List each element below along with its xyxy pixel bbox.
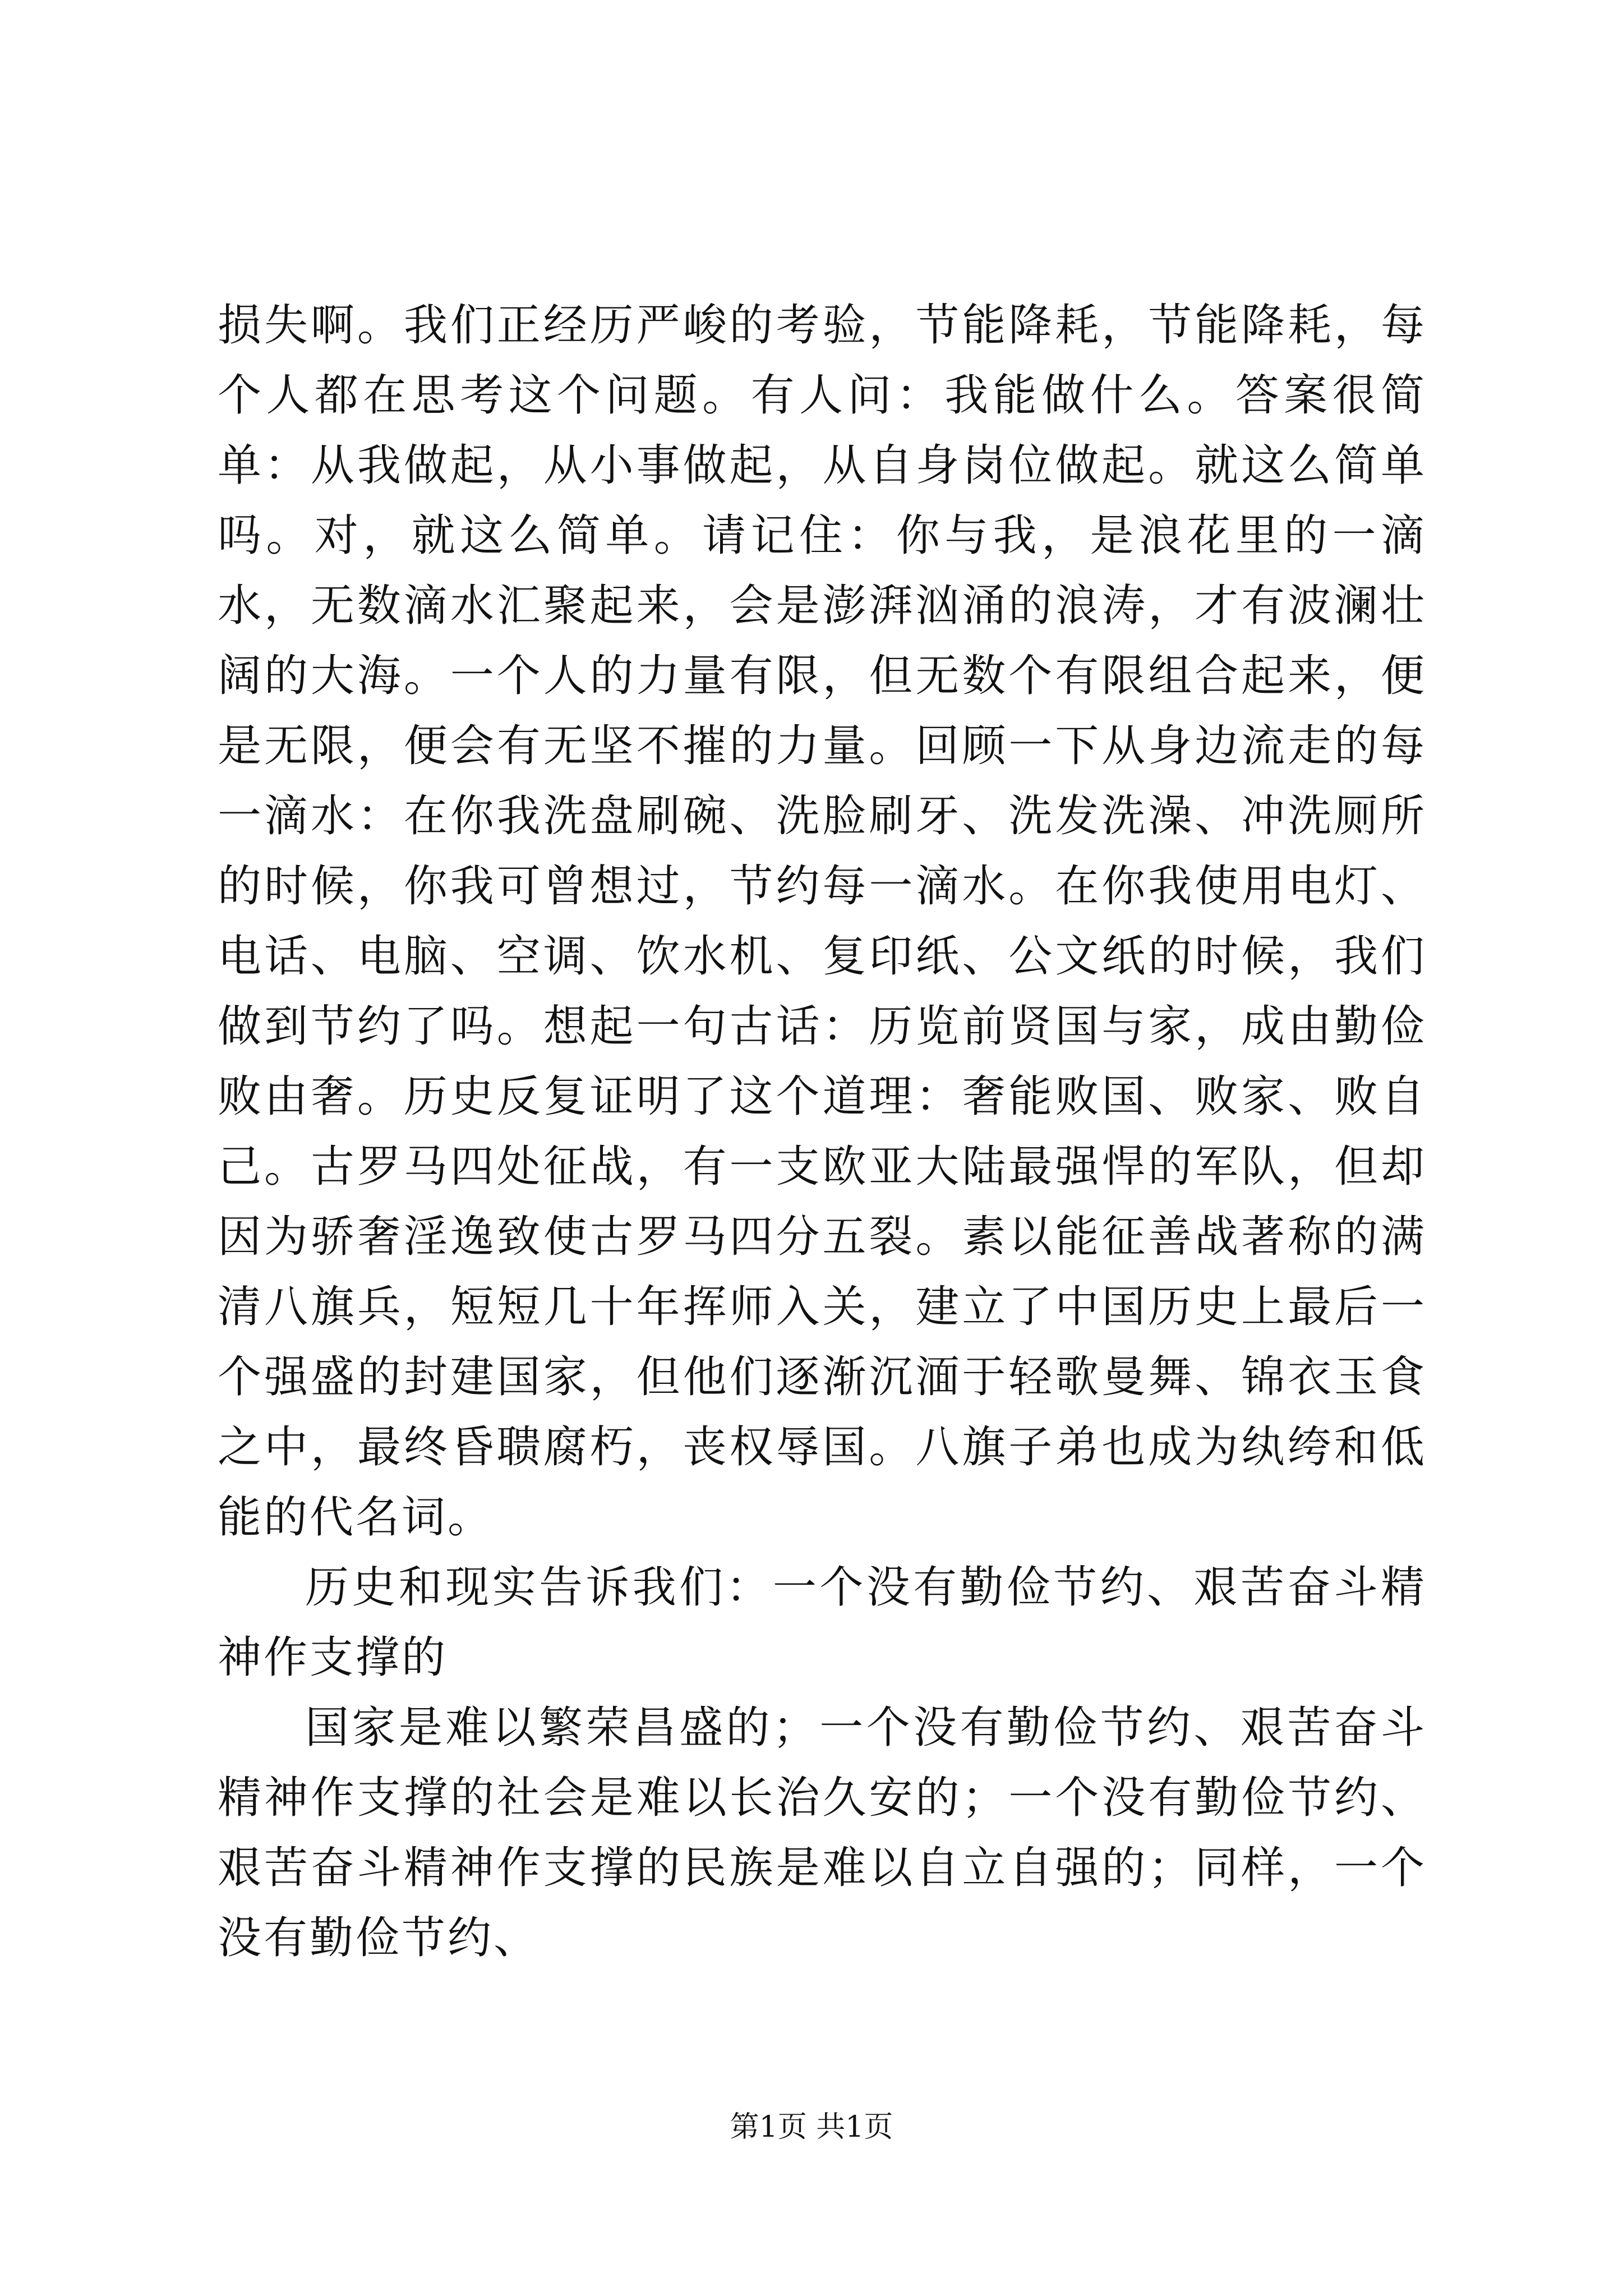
document-body <box>218 291 1427 1973</box>
page-footer <box>0 2110 1623 2144</box>
paragraph-2: 历史和现实告诉我们：一个没有勤俭节约、艰苦奋斗精神作支撑的 <box>218 1562 1427 1683</box>
paragraph-1: 损失啊。我们正经历严峻的考验，节能降耗，节能降耗，每个人都在思考这个问题。有人问：我能做什么。答案很简单：从我做起，从小事做起，从自身岗位做起。就这么简单吗。对，就这么简单。请记住：你与我，是浪花里的一滴水，无数滴水汇聚起来，会是澎湃汹涌的浪涛，才有波澜壮阔的大海。一个人的力量有限，但无数个有限组合起来，便是无限，便会有无坚不摧的力量。回顾一下从身边流走的每一滴水：在你我洗盘刷碗、洗脸刷牙、洗发洗澡、冲洗厕所的时候，你我可曾想过，节约每一滴水。在你我使用电灯、电话、电脑、空调、饮水机、复印纸、公文纸的时候，我们做到节约了吗。想起一句古话：历览前贤国与家，成由勤俭败由奢。历史反复证明了这个道理：奢能败国、败家、败自己。古罗马四处征战，有一支欧亚大陆最强悍的军队，但却因为骄奢淫逸致使古罗马四分五裂。素以能征善战著称的满清八旗兵，短短几十年挥师入关，建立了中国历史上最后一个强盛的封建国家，但他们逐渐沉湎于轻歌曼舞、锦衣玉食之中，最终昏聩腐朽，丧权辱国。八旗子弟也成为纨绔和低能的代名词。 <box>218 300 1427 1543</box>
page-number-label: 第1页 共1页 <box>730 2110 893 2144</box>
paragraph-3: 国家是难以繁荣昌盛的；一个没有勤俭节约、艰苦奋斗精神作支撑的社会是难以长治久安的；一个没有勤俭节约、艰苦奋斗精神作支撑的民族是难以自立自强的；同样，一个没有勤俭节约、 <box>218 1703 1427 1963</box>
